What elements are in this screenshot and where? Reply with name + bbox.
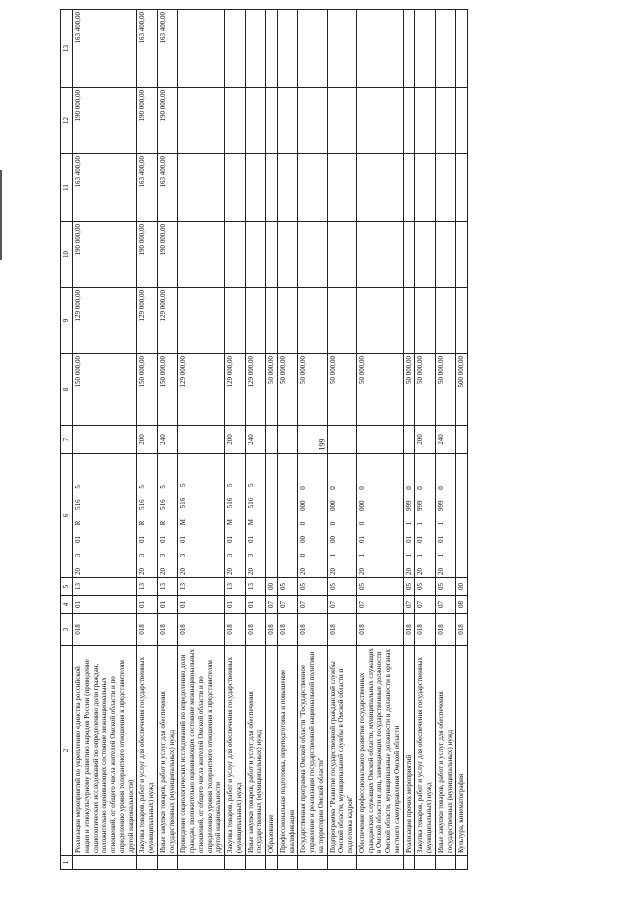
cell-amount: 129 000,00 — [225, 354, 246, 426]
cell-amount: 129 000,00 — [178, 354, 225, 426]
cell-amount — [277, 154, 298, 222]
cell-expense-type: 200 — [415, 426, 436, 454]
cell-ministry: 018 — [327, 614, 356, 646]
cell-amount — [225, 10, 246, 88]
cell-expense-type — [266, 426, 278, 454]
cell-section: 07 — [298, 596, 327, 614]
cell-subsection: 13 — [157, 578, 178, 596]
cell-amount — [178, 10, 225, 88]
cell-blank — [435, 856, 456, 870]
cell-amount: 190 000,00 — [157, 222, 178, 288]
cell-target-code: 20 1 01 1 999 0 — [415, 454, 436, 578]
table-row — [298, 10, 327, 870]
cell-section: 08 — [456, 596, 468, 614]
cell-expense-type — [356, 426, 403, 454]
cell-subsection: 13 — [73, 578, 137, 596]
cell-name: Культура, кинематография — [456, 646, 468, 856]
rotated-landscape-table — [60, 12, 630, 870]
cell-section: 01 — [73, 596, 137, 614]
col-header: 9 — [61, 288, 73, 354]
table-row — [266, 10, 278, 870]
cell-amount — [277, 10, 298, 88]
cell-section: 07 — [415, 596, 436, 614]
document-page — [60, 12, 630, 870]
table-row — [327, 10, 356, 870]
cell-section: 07 — [266, 596, 278, 614]
col-header: 3 — [61, 614, 73, 646]
cell-amount — [245, 222, 266, 288]
cell-ministry: 018 — [435, 614, 456, 646]
cell-section: 07 — [356, 596, 403, 614]
cell-subsection: 05 — [435, 578, 456, 596]
col-header: 11 — [61, 154, 73, 222]
cell-amount — [356, 88, 403, 154]
cell-amount — [266, 88, 278, 154]
cell-target-code — [456, 454, 468, 578]
cell-ministry: 018 — [225, 614, 246, 646]
cell-name: Обеспечение профессионального развития государственных гражданских служащих Омской области, муниципальных служащих в Омской области и лиц, замещающих государственные должности Омской области, муниципальные должности и должности в органах местного самоуправления Омской области — [356, 646, 403, 856]
cell-name: Реализация мероприятий по укреплению единства российской нации и этнокультурному развитию народов России (проведение социологических исследований по определению доли граждан, положительно оценивающих состояние межнациональных отношений, от общего числа жителей Омской области и по определению уровня толерантного отношения к представителям другой национальности) — [73, 646, 137, 856]
cell-amount — [245, 154, 266, 222]
cell-amount: 190 000,00 — [73, 222, 137, 288]
cell-expense-type — [456, 426, 468, 454]
cell-amount — [435, 154, 456, 222]
cell-amount — [456, 288, 468, 354]
cell-amount — [277, 222, 298, 288]
cell-target-code: 20 1 01 1 999 0 — [403, 454, 415, 578]
cell-amount — [356, 154, 403, 222]
cell-subsection: 00 — [266, 578, 278, 596]
cell-amount — [245, 288, 266, 354]
table-row — [356, 10, 403, 870]
cell-amount — [245, 88, 266, 154]
table-row — [178, 10, 225, 870]
cell-name: Иные закупки товаров, работ и услуг для обеспечения государственных (муниципальных) нужд — [245, 646, 266, 856]
cell-target-code: 20 3 01 M 516 5 — [225, 454, 246, 578]
cell-amount: 190 000,00 — [137, 88, 158, 154]
cell-amount — [298, 154, 327, 222]
cell-section: 07 — [435, 596, 456, 614]
cell-ministry: 018 — [277, 614, 298, 646]
cell-section: 01 — [137, 596, 158, 614]
table-row — [137, 10, 158, 870]
cell-amount — [298, 288, 327, 354]
cell-amount — [415, 288, 436, 354]
cell-amount: 50 000,00 — [356, 354, 403, 426]
cell-blank — [225, 856, 246, 870]
cell-expense-type — [73, 426, 137, 454]
cell-section: 07 — [277, 596, 298, 614]
cell-blank — [298, 856, 327, 870]
cell-amount — [266, 10, 278, 88]
cell-blank — [137, 856, 158, 870]
cell-amount — [327, 88, 356, 154]
cell-expense-type: 240 — [435, 426, 456, 454]
cell-blank — [356, 856, 403, 870]
cell-amount — [225, 154, 246, 222]
cell-amount — [415, 222, 436, 288]
cell-ministry: 018 — [245, 614, 266, 646]
table-row — [435, 10, 456, 870]
cell-subsection: 05 — [403, 578, 415, 596]
cell-amount — [435, 288, 456, 354]
cell-blank — [73, 856, 137, 870]
cell-name: Подпрограмма "Развитие государственной гражданской службы Омской области, муниципальной службы в Омской области и подготовка кадров" — [327, 646, 356, 856]
cell-amount — [225, 288, 246, 354]
cell-target-code: 20 0 00 0 000 0 — [298, 454, 327, 578]
cell-amount — [435, 88, 456, 154]
cell-amount: 129 000,00 — [157, 288, 178, 354]
table-body — [73, 10, 468, 870]
col-header: 10 — [61, 222, 73, 288]
cell-amount — [356, 288, 403, 354]
table-row — [403, 10, 415, 870]
cell-amount — [456, 10, 468, 88]
cell-blank — [456, 856, 468, 870]
cell-target-code: 20 3 01 R 516 5 — [137, 454, 158, 578]
scan-edge-mark — [0, 170, 2, 260]
cell-amount — [415, 88, 436, 154]
page-number: 199 — [317, 438, 327, 451]
cell-expense-type: 200 — [225, 426, 246, 454]
cell-expense-type — [298, 426, 327, 454]
cell-amount — [403, 88, 415, 154]
col-header: 12 — [61, 88, 73, 154]
cell-ministry: 018 — [415, 614, 436, 646]
cell-amount: 50 000,00 — [403, 354, 415, 426]
cell-amount — [327, 10, 356, 88]
cell-amount: 50 000,00 — [266, 354, 278, 426]
cell-section: 01 — [178, 596, 225, 614]
cell-expense-type — [178, 426, 225, 454]
cell-blank — [403, 856, 415, 870]
cell-amount — [298, 222, 327, 288]
table-row — [456, 10, 468, 870]
table-row — [415, 10, 436, 870]
cell-blank — [266, 856, 278, 870]
cell-amount — [298, 88, 327, 154]
cell-amount — [178, 154, 225, 222]
cell-subsection: 05 — [356, 578, 403, 596]
col-header: 13 — [61, 10, 73, 88]
cell-amount — [415, 154, 436, 222]
cell-amount: 129 000,00 — [245, 354, 266, 426]
cell-amount: 150 000,00 — [73, 354, 137, 426]
cell-expense-type: 240 — [157, 426, 178, 454]
cell-amount — [356, 222, 403, 288]
cell-amount: 50 000,00 — [327, 354, 356, 426]
cell-blank — [178, 856, 225, 870]
cell-target-code: 20 3 01 M 516 5 — [178, 454, 225, 578]
cell-amount — [403, 222, 415, 288]
cell-amount — [225, 222, 246, 288]
cell-expense-type: 240 — [245, 426, 266, 454]
cell-amount: 190 000,00 — [73, 88, 137, 154]
col-header: 8 — [61, 354, 73, 426]
cell-ministry: 018 — [137, 614, 158, 646]
cell-amount: 163 400,00 — [137, 10, 158, 88]
cell-amount: 190 000,00 — [137, 222, 158, 288]
cell-amount — [266, 154, 278, 222]
cell-target-code: 20 3 01 M 516 5 — [245, 454, 266, 578]
cell-target-code — [266, 454, 278, 578]
cell-amount — [327, 222, 356, 288]
cell-subsection: 13 — [178, 578, 225, 596]
cell-target-code: 20 1 00 0 000 0 — [327, 454, 356, 578]
cell-amount: 163 400,00 — [137, 154, 158, 222]
cell-blank — [157, 856, 178, 870]
table-row — [157, 10, 178, 870]
cell-amount — [435, 222, 456, 288]
cell-subsection: 05 — [415, 578, 436, 596]
cell-amount — [178, 88, 225, 154]
cell-amount — [456, 88, 468, 154]
cell-ministry: 018 — [157, 614, 178, 646]
col-header: 4 — [61, 596, 73, 614]
cell-amount — [403, 154, 415, 222]
cell-section: 01 — [157, 596, 178, 614]
header-row — [61, 10, 73, 870]
cell-name: Закупка товаров, работ и услуг для обеспечения государственных (муниципальных) нужд — [225, 646, 246, 856]
cell-subsection: 05 — [298, 578, 327, 596]
cell-blank — [415, 856, 436, 870]
cell-amount — [415, 10, 436, 88]
cell-amount: 163 400,00 — [73, 154, 137, 222]
cell-amount — [403, 10, 415, 88]
cell-blank — [245, 856, 266, 870]
table-row — [73, 10, 137, 870]
cell-amount: 50 000,00 — [277, 354, 298, 426]
cell-subsection: 00 — [456, 578, 468, 596]
cell-name: Иные закупки товаров, работ и услуг для обеспечения государственных (муниципальных) нужд — [435, 646, 456, 856]
cell-name: Закупка товаров, работ и услуг для обеспечения государственных (муниципальных) нужд — [137, 646, 158, 856]
cell-amount — [435, 10, 456, 88]
cell-amount — [277, 288, 298, 354]
cell-amount — [298, 10, 327, 88]
cell-target-code — [277, 454, 298, 578]
cell-amount — [456, 222, 468, 288]
cell-expense-type — [403, 426, 415, 454]
cell-amount — [225, 88, 246, 154]
cell-blank — [277, 856, 298, 870]
cell-amount — [266, 222, 278, 288]
cell-section: 01 — [245, 596, 266, 614]
cell-subsection: 13 — [245, 578, 266, 596]
col-header: 2 — [61, 646, 73, 856]
cell-name: Проведение социологических исследований по определению доли граждан, положительно оценивающих состояние межнациональных отношений, от общего числа жителей Омской области и по определению уровня толерантного отношения к представителям другой национальности — [178, 646, 225, 856]
cell-amount: 150 000,00 — [137, 354, 158, 426]
cell-amount: 50 000,00 — [415, 354, 436, 426]
cell-ministry: 018 — [298, 614, 327, 646]
cell-subsection: 05 — [277, 578, 298, 596]
table-row — [225, 10, 246, 870]
cell-ministry: 018 — [403, 614, 415, 646]
cell-ministry: 018 — [178, 614, 225, 646]
cell-target-code: 20 3 01 R 516 5 — [157, 454, 178, 578]
col-header: 5 — [61, 578, 73, 596]
cell-name: Закупка товаров, работ и услуг для обеспечения государственных (муниципальных) нужд — [415, 646, 436, 856]
cell-amount: 50 000,00 — [298, 354, 327, 426]
cell-expense-type — [277, 426, 298, 454]
cell-amount: 163 400,00 — [73, 10, 137, 88]
col-header: 6 — [61, 454, 73, 578]
cell-name: Образование — [266, 646, 278, 856]
cell-amount — [356, 10, 403, 88]
cell-ministry: 018 — [266, 614, 278, 646]
cell-amount — [178, 222, 225, 288]
cell-amount — [178, 288, 225, 354]
cell-ministry: 018 — [456, 614, 468, 646]
cell-section: 07 — [327, 596, 356, 614]
cell-subsection: 13 — [137, 578, 158, 596]
cell-section: 07 — [403, 596, 415, 614]
cell-target-code: 20 3 01 R 516 5 — [73, 454, 137, 578]
cell-amount: 163 400,00 — [157, 10, 178, 88]
cell-amount: 150 000,00 — [157, 354, 178, 426]
cell-amount — [456, 154, 468, 222]
cell-amount: 163 400,00 — [157, 154, 178, 222]
cell-ministry: 018 — [73, 614, 137, 646]
cell-expense-type — [327, 426, 356, 454]
cell-amount: 190 000,00 — [157, 88, 178, 154]
cell-ministry: 018 — [356, 614, 403, 646]
cell-amount: 500 000,00 — [456, 354, 468, 426]
cell-name: Иные закупки товаров, работ и услуг для обеспечения государственных (муниципальных) нужд — [157, 646, 178, 856]
table-row — [245, 10, 266, 870]
cell-target-code: 20 1 01 0 000 0 — [356, 454, 403, 578]
col-header: 7 — [61, 426, 73, 454]
cell-amount: 129 000,00 — [137, 288, 158, 354]
table-row — [277, 10, 298, 870]
cell-amount — [327, 154, 356, 222]
cell-blank — [327, 856, 356, 870]
cell-name: Государственная программа Омской области "Государственное управление и реализация государственной национальной политики на территории Омской области" — [298, 646, 327, 856]
cell-name: Реализация прочих мероприятий — [403, 646, 415, 856]
cell-name: Профессиональная подготовка, переподготовка и повышение квалификации — [277, 646, 298, 856]
cell-amount — [403, 288, 415, 354]
cell-expense-type: 200 — [137, 426, 158, 454]
budget-table — [60, 9, 468, 870]
cell-target-code: 20 1 01 1 999 0 — [435, 454, 456, 578]
cell-subsection: 13 — [225, 578, 246, 596]
cell-amount — [266, 288, 278, 354]
cell-amount — [277, 88, 298, 154]
cell-amount: 50 000,00 — [435, 354, 456, 426]
cell-amount: 129 000,00 — [73, 288, 137, 354]
cell-subsection: 05 — [327, 578, 356, 596]
cell-section: 01 — [225, 596, 246, 614]
cell-amount — [327, 288, 356, 354]
col-header: 1 — [61, 856, 73, 870]
cell-amount — [245, 10, 266, 88]
